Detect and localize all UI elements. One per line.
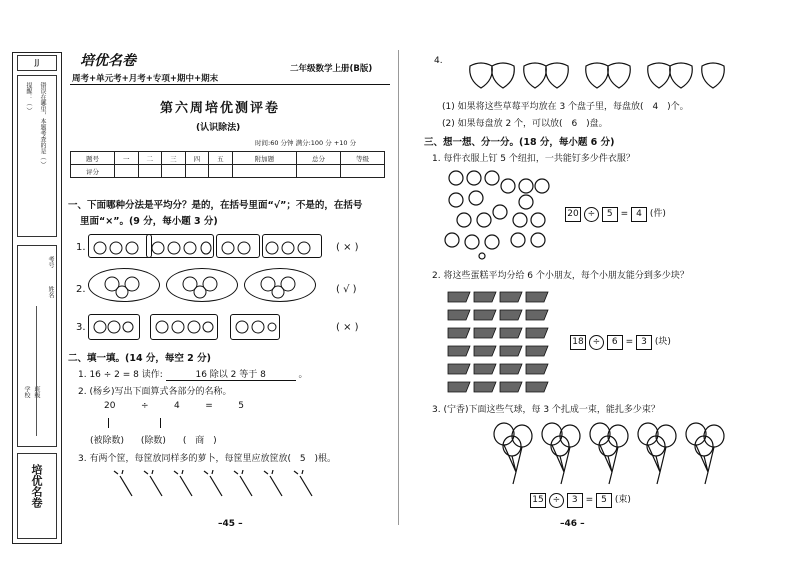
name-quotient-open: ( bbox=[182, 436, 187, 446]
divide-sign: ÷ bbox=[140, 401, 149, 411]
q4-sub2-suffix: )盘。 bbox=[586, 119, 608, 129]
score-input-cell[interactable] bbox=[114, 165, 138, 178]
strip-notes-box bbox=[17, 75, 57, 237]
s3-q2-equation bbox=[570, 334, 671, 350]
section3-heading: 三、想一想、分一分。(18 分，每小题 6 分) bbox=[424, 137, 615, 148]
eq-equals: = bbox=[620, 209, 629, 219]
eq-operator: ÷ bbox=[584, 207, 599, 222]
rabbits-row1-icon bbox=[88, 234, 322, 258]
s2-q3-text: 3. 有两个筐，每筐放同样多的萝卜，每筐里应放筐放( bbox=[78, 454, 291, 464]
exam-types: 周考+单元考+月考+专项+期中+期末 bbox=[72, 74, 219, 84]
brand-logo: 培优名卷 bbox=[80, 53, 136, 69]
table-cell: 总分 bbox=[297, 152, 341, 165]
q4-sub1 bbox=[442, 99, 689, 112]
table-cell: 评分 bbox=[71, 165, 115, 178]
eq-divisor: 3 bbox=[567, 493, 583, 508]
strip-note-1: 错误在哪里，本题考查的是（ ） bbox=[39, 82, 46, 168]
carrots-icon bbox=[112, 470, 332, 502]
eq-quotient: 5 bbox=[596, 493, 612, 508]
name-quotient-close: ) bbox=[213, 436, 217, 446]
table-cell: 等级 bbox=[341, 152, 385, 165]
dividend: 20 bbox=[104, 401, 116, 411]
s3-q2-text: 2. 将这些蛋糕平均分给 6 个小朋友，每个小朋友能分到多少块？ bbox=[432, 271, 689, 281]
page-divider bbox=[398, 50, 399, 525]
score-input-cell[interactable] bbox=[162, 165, 186, 178]
q4-num: 4. bbox=[434, 56, 443, 66]
eq-quotient: 4 bbox=[631, 207, 647, 222]
strip-school-label: 学校 bbox=[23, 386, 30, 398]
name-quotient: 商 bbox=[195, 436, 205, 446]
page-subtitle: (认识除法) bbox=[196, 123, 241, 133]
table-cell: 一 bbox=[114, 152, 138, 165]
table-cell: 题号 bbox=[71, 152, 115, 165]
header-rule bbox=[70, 84, 390, 85]
s2-q3-answer: 5 bbox=[299, 454, 306, 464]
score-input-cell[interactable] bbox=[185, 165, 209, 178]
page-number-left: –45 – bbox=[218, 519, 243, 529]
score-table-score-row bbox=[71, 165, 385, 178]
equals-sign: = bbox=[205, 401, 213, 411]
eq-dividend: 15 bbox=[530, 493, 546, 508]
s3-q3-equation bbox=[530, 492, 631, 508]
q4-sub1-answer: 4 bbox=[652, 102, 659, 112]
s3-q1-equation bbox=[565, 206, 666, 222]
score-table bbox=[70, 151, 385, 178]
balloons-icon bbox=[490, 422, 742, 488]
name-divisor: (除数) bbox=[140, 436, 166, 446]
s3-q3-text: 3. (宁香)下面这些气球，每 3 个扎成一束，能扎多少束？ bbox=[432, 405, 660, 415]
s1-item2-num: 2. bbox=[76, 284, 86, 295]
s1-item2-answer: ( √ ) bbox=[336, 284, 357, 295]
divisor: 4 bbox=[173, 401, 180, 411]
binding-strip bbox=[12, 52, 62, 544]
s2-q2-equation bbox=[104, 401, 244, 411]
s2-q1-prefix: 1. 16 ÷ 2 = 8 读作: bbox=[78, 370, 163, 380]
quotient: 5 bbox=[238, 401, 244, 411]
name-dividend: (被除数) bbox=[90, 436, 125, 446]
s2-q3 bbox=[78, 451, 336, 464]
eq-divisor: 6 bbox=[607, 335, 623, 350]
grade-label: 二年级数学上册(B版) bbox=[290, 64, 373, 74]
q4-sub2-prefix: (2) 如果每盘放 2 个，可以放( bbox=[442, 119, 563, 129]
s2-q3-suffix: )根。 bbox=[314, 454, 336, 464]
score-input-cell[interactable] bbox=[297, 165, 341, 178]
chicks-icon bbox=[88, 268, 318, 302]
score-table-header-row bbox=[71, 152, 385, 165]
strip-code: JJ bbox=[17, 55, 57, 71]
page-number-right: –46 – bbox=[560, 519, 585, 529]
strawberries-icon bbox=[466, 58, 736, 92]
strip-info-box bbox=[17, 245, 57, 447]
cakes-icon bbox=[446, 288, 554, 400]
eq-operator: ÷ bbox=[549, 493, 564, 508]
score-input-cell[interactable] bbox=[209, 165, 233, 178]
strip-score-label: 考号 bbox=[47, 256, 54, 268]
section1-heading: 一、下面哪种分法是平均分？是的，在括号里面“√”；不是的，在括号 bbox=[68, 200, 363, 211]
score-input-cell[interactable] bbox=[232, 165, 296, 178]
section1-heading-2: 里面“×”。(9 分，每小题 3 分) bbox=[80, 216, 218, 227]
buttons-icon bbox=[442, 168, 560, 260]
eq-dividend: 20 bbox=[565, 207, 581, 222]
table-cell: 二 bbox=[138, 152, 162, 165]
s2-q2-names bbox=[90, 433, 217, 446]
strip-brand: 培优名卷 bbox=[30, 464, 43, 508]
s2-q1-answer: 16 除以 2 等于 8 bbox=[166, 367, 296, 381]
table-cell: 四 bbox=[185, 152, 209, 165]
s2-q2-arrows bbox=[80, 418, 180, 430]
q4-sub2-answer: 6 bbox=[571, 119, 578, 129]
s1-item1-num: 1. bbox=[76, 242, 86, 253]
eq-equals: = bbox=[625, 337, 634, 347]
eq-quotient: 3 bbox=[636, 335, 652, 350]
eq-divisor: 5 bbox=[602, 207, 618, 222]
section2-heading: 二、填一填。(14 分，每空 2 分) bbox=[68, 353, 211, 364]
page-title: 第六周培优测评卷 bbox=[160, 101, 281, 116]
q4-sub1-suffix: )个。 bbox=[667, 102, 689, 112]
s1-item3-num: 3. bbox=[76, 322, 86, 333]
eq-unit: (件) bbox=[649, 209, 666, 219]
strip-note-2: 提醒：（ ） bbox=[25, 82, 32, 114]
eq-operator: ÷ bbox=[589, 335, 604, 350]
table-cell: 三 bbox=[162, 152, 186, 165]
eq-equals: = bbox=[585, 495, 594, 505]
table-cell: 五 bbox=[209, 152, 233, 165]
strip-brand-box bbox=[17, 453, 57, 539]
strip-name-label: 姓名 bbox=[47, 286, 54, 298]
s1-item1-answer: ( × ) bbox=[336, 242, 359, 253]
table-cell: 附加题 bbox=[232, 152, 296, 165]
s2-q1-suffix: 。 bbox=[298, 370, 308, 380]
strip-line bbox=[36, 306, 37, 436]
s3-q1-text: 1. 每件衣服上钉 5 个纽扣，一共能钉多少件衣服？ bbox=[432, 154, 635, 164]
s1-item3-answer: ( × ) bbox=[336, 322, 359, 333]
eq-unit: (块) bbox=[654, 337, 671, 347]
score-input-cell[interactable] bbox=[138, 165, 162, 178]
s2-q1 bbox=[78, 367, 308, 381]
eq-unit: (束) bbox=[614, 495, 631, 505]
q4-sub2 bbox=[442, 116, 608, 129]
kids-icon bbox=[88, 314, 280, 340]
time-info: 时间:60 分钟 满分:100 分 +10 分 bbox=[255, 139, 357, 147]
score-input-cell[interactable] bbox=[341, 165, 385, 178]
eq-dividend: 18 bbox=[570, 335, 586, 350]
s2-q2-text: 2. (杨乡)写出下面算式各部分的名称。 bbox=[78, 387, 232, 397]
q4-sub1-prefix: (1) 如果将这些草莓平均放在 3 个盘子里，每盘放( bbox=[442, 102, 644, 112]
